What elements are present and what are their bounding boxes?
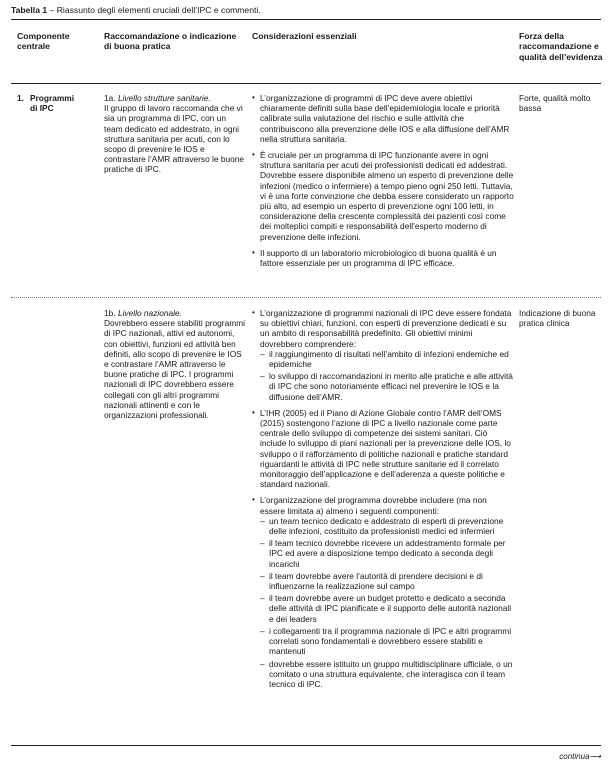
recommendation-1b xyxy=(104,308,246,420)
considerations-1b-bullet-tail: Gli obiettivi minimi dovrebbero comprendere: xyxy=(260,328,473,349)
considerations-dash-item: – il team dovrebbe avere un budget protetto e dedicato a seconda delle attività di IPC pianificate e il supporto delle autorità nazionali e dei leaders xyxy=(260,593,514,624)
considerations-dash-item: – lo sviluppo di raccomandazioni in merito alle pratiche e alle attività di IPC che sono notoriamente efficaci nel prevenire le IOS e la diffusione dell’AMR. xyxy=(260,371,514,402)
strength-1b: Indicazione di buona pratica clinica xyxy=(519,308,596,329)
header-strength: Forza della raccomandazione e qualità dell’evidenza xyxy=(519,31,603,62)
table-caption xyxy=(11,5,601,16)
continue-label: continua xyxy=(559,752,590,761)
considerations-1b-bullet-text: L’organizzazione di programmi nazionali di IPC deve essere fondata su obiettivi chiari, funzioni, con esperti di prevenzione dedicati e su un ambito di responsabilità predefinito. xyxy=(260,308,512,339)
strength-1a: Forte, qualità molto bassa xyxy=(519,93,591,114)
considerations-dash-item: – dovrebbe essere istituito un gruppo multidisciplinare ufficiale, o un comitato o una struttura equivalente, che interagisca con il team tecnico di IPC. xyxy=(260,659,514,690)
table-caption-label: Tabella 1 xyxy=(11,5,48,15)
considerations-1a-bullet: • Il supporto di un laboratorio microbiologico di buona qualità è un fattore essenziale per un programma di IPC efficace. xyxy=(252,248,514,268)
considerations-1b-bullet-text: L’organizzazione del programma dovrebbe includere (ma non essere limitata a) almeno i seguenti componenti: xyxy=(260,495,487,516)
component-label: Programmi di IPC xyxy=(30,93,75,114)
recommendation-1a-title: Livello strutture sanitarie. xyxy=(117,93,211,103)
considerations-dash-item: – un team tecnico dedicato e addestrato di esperti di prevenzione delle infezioni, costituito da professionisti medici ed infermieri xyxy=(260,516,514,536)
row-divider xyxy=(11,297,601,298)
table-bottom-rule xyxy=(11,745,601,746)
arrow-right-icon: ⟶ xyxy=(589,752,601,761)
component-number: 1. xyxy=(17,93,24,103)
considerations-1a-bullet: • L’organizzazione di programmi di IPC deve avere obiettivi chiaramente definiti sulla base dell’epidemiologia locale e priorità calibrate sulla valutazione del rischio e sulle attività che contribuiscono alla prevenzione delle IOS e alla diffusione dell’AMR nella struttura sanitaria. xyxy=(252,93,514,144)
considerations-dash-item: – il team dovrebbe avere l’autorità di prendere decisioni e di influenzarne la realizzazione sul campo xyxy=(260,571,514,591)
considerations-dash-item: – il team tecnico dovrebbe ricevere un addestramento formale per IPC ed avere a disposizione tempo dedicato a seconda degli incarichi xyxy=(260,538,514,569)
considerations-1a xyxy=(252,93,514,274)
recommendation-1b-text: Dovrebbero essere stabiliti programmi di IPC nazionali, attivi ed autonomi, con obiettivi, funzioni ed attività ben definiti, allo scopo di prevenire le IOS e contrastare l’AMR attraverso le buone pratiche di IPC. I programmi nazionali di IPC dovrebbero essere collegati con gli altri programmi nazionali attinenti e con le organizzazioni professionali. xyxy=(104,318,245,421)
recommendation-1a-text: Il gruppo di lavoro raccomanda che vi sia un programma di IPC, con un team dedicato ed addestrato, in ogni struttura sanitaria per acuti, con lo scopo di prevenire le IOS e contrastare l’AMR attraverso le buone pratiche di IPC. xyxy=(104,103,245,175)
header-bottom-rule xyxy=(11,83,601,84)
considerations-1a-bullet: • È cruciale per un programma di IPC funzionante avere in ogni struttura sanitaria per acuti dei professionisti dedicati ed addestrati. Dovrebbe essere disponibile almeno un esperto di prevenzione delle infezioni (medico o infermiere) a tempo pieno ogni 250 letti. Tuttavia, vi è una forte convinzione che debba essere considerato un rapporto più alto, ad esempio un esperto di prevenzione ogni 100 letti, in considerazione della crescente complessità dei pazienti così come dei molteplici compiti e responsabilità dell’esperto moderno di prevenzione delle infezioni. xyxy=(252,150,514,242)
considerations-1b-bullet xyxy=(252,495,514,689)
header-recommendation: Raccomandazione o indicazione di buona pratica xyxy=(104,31,237,52)
recommendation-1a xyxy=(104,93,246,175)
header-considerations: Considerazioni essenziali xyxy=(252,31,357,41)
considerations-dash-item: – il raggiungimento di risultati nell’ambito di infezioni endemiche ed epidemiche xyxy=(260,349,514,369)
considerations-1b xyxy=(252,308,514,695)
considerations-1b-bullet xyxy=(252,308,514,402)
considerations-dash-item: – i collegamenti tra il programma nazionale di IPC e altri programmi correlati sono fondamentali e dovrebbero essere stabiliti e mantenuti xyxy=(260,626,514,657)
table-caption-text: – Riassunto degli elementi cruciali dell’IPC e commenti. xyxy=(47,5,261,15)
recommendation-1b-code: 1b. xyxy=(104,308,116,318)
component-cell xyxy=(17,93,87,113)
table-top-rule xyxy=(11,19,601,20)
recommendation-1a-code: 1a. xyxy=(104,93,116,103)
recommendation-1b-title: Livello nazionale. xyxy=(117,308,182,318)
header-component: Componente centrale xyxy=(17,31,70,52)
continue-indicator xyxy=(559,752,601,761)
considerations-1b-bullet: • L’IHR (2005) ed il Piano di Azione Globale contro l’AMR dell’OMS (2015) sostengono l’azione di IPC a livello nazionale come parte centrale dello sviluppo di competenze dei sistemi sanitari. Ciò include lo sviluppo di piani nazionali per la prevenzione delle IOS, lo sviluppo o il rafforzamento di politiche nazionali e pratiche standard riguardanti le attività di IPC nelle strutture sanitarie ed il correlato monitoraggio dell’applicazione e dell’aderenza a queste politiche e standard nazionali. xyxy=(252,408,514,490)
